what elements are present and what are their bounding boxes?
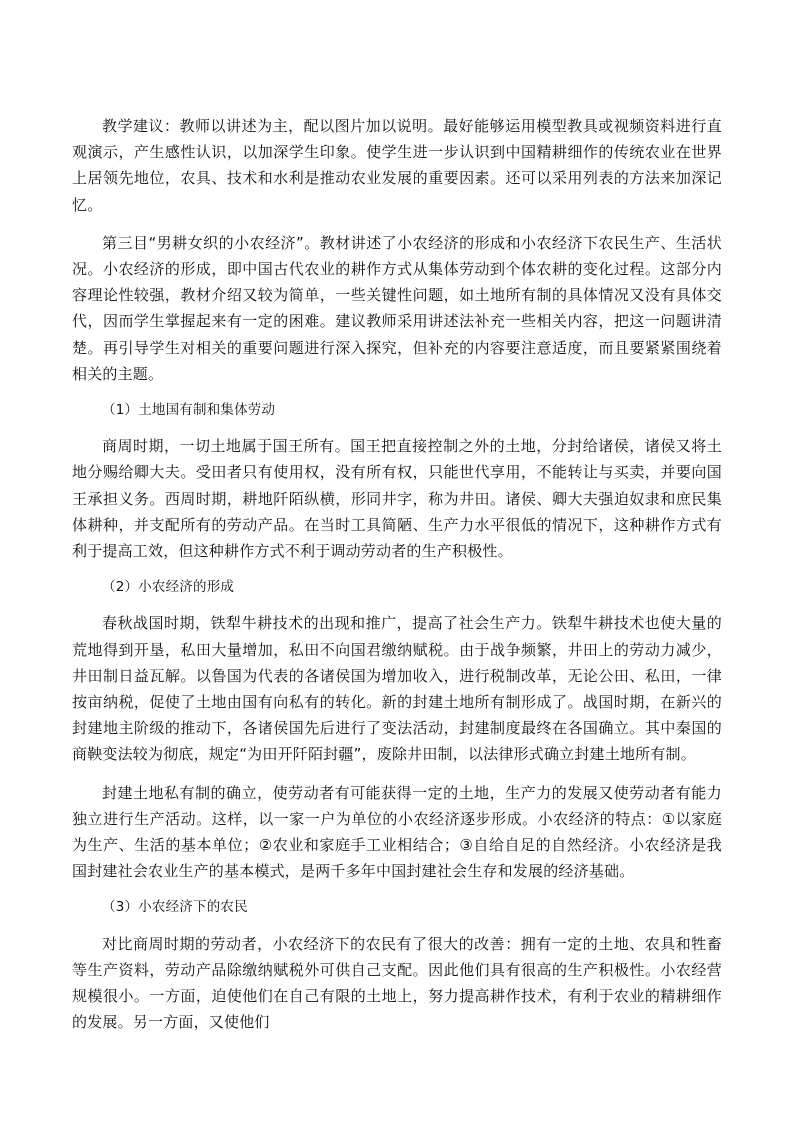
subheading-peasants-under-small-economy: （3）小农经济下的农民 <box>102 899 248 916</box>
paragraph-teaching-suggestion: 教学建议：教师以讲述为主，配以图片加以说明。最好能够运用模型教具或视频资料进行直观演示，产生感性认识，以加深学生印象。使学生进一步认识到中国精耕细作的传统农业在世界上居领先地位，农具、技术和水利是推动农业发展的重要因素。还可以采用列表的方法来加深记忆。 <box>72 117 722 214</box>
paragraph-spacer <box>72 423 722 433</box>
paragraph-spacer <box>72 218 722 230</box>
paragraph-spring-autumn-warring-states: 春秋战国时期，铁犁牛耕技术的出现和推广，提高了社会生产力。铁犁牛耕技术也使大量的荒地得到开垦，私田大量增加，私田不向国君缴纳赋税。由于战争频繁，井田上的劳动力减少，井田制日益瓦解。以鲁国为代表的各诸侯国为增加收入，进行税制改革，无论公田、私田，一律按亩纳税，促使了土地由国有向私有的转化。新的封建土地所有制形成了。战国时期，在新兴的封建地主阶级的推动下，各诸侯国先后进行了变法活动，封建制度最终在各国确立。其中秦国的商鞅变法较为彻底，规定“为田开阡陌封疆”，废除井田制，以法律形式确立封建土地所有制。 <box>72 614 722 764</box>
paragraph-spacer <box>72 564 722 574</box>
paragraph-feudal-private-land: 封建土地私有制的确立，使劳动者有可能获得一定的土地，生产力的发展又使劳动者有能力独立进行生产活动。这样，以一家一户为单位的小农经济逐步形成。小农经济的特点：①以家庭为生产、生活的基本单位；②农业和家庭手工业相结合；③自给自足的自然经济。小农经济是我国封建社会农业生产的基本模式，是两千多年中国封建社会生存和发展的经济基础。 <box>72 783 722 881</box>
paragraph-spacer <box>72 387 722 397</box>
paragraph-spacer <box>72 921 722 931</box>
subheading-land-state-ownership: （1）土地国有制和集体劳动 <box>102 402 276 419</box>
paragraph-spacer <box>72 768 722 780</box>
paragraph-peasant-comparison: 对比商周时期的劳动者，小农经济下的农民有了很大的改善：拥有一定的土地、农具和牲畜等生产资料，劳动产品除缴纳赋税外可供自己支配。因此他们具有很高的生产积极性。小农经营规模很小。一方面，迫使他们在自己有限的土地上，努力提高耕作技术，有利于农业的精耕细作的发展。另一方面，又使他们 <box>72 934 722 1032</box>
paragraph-shang-zhou-land: 商周时期，一切土地属于国王所有。国王把直接控制之外的土地，分封给诸侯，诸侯又将土地分赐给卿大夫。受田者只有使用权，没有所有权，只能世代享用，不能转让与买卖，并要向国王承担义务。西周时期，耕地阡陌纵横，形同井字，称为井田。诸侯、卿大夫强迫奴隶和庶民集体耕种，并支配所有的劳动产品。在当时工具简陋、生产力水平很低的情况下，这种耕作方式有利于提高工效，但这种耕作方式不利于调动劳动者的生产积极性。 <box>72 437 722 561</box>
paragraph-spacer <box>72 600 722 610</box>
paragraph-spacer <box>72 884 722 894</box>
document-body <box>72 113 722 1036</box>
paragraph-section-three-intro: 第三目“男耕女织的小农经济”。教材讲述了小农经济的形成和小农经济下农民生产、生活状况。小农经济的形成，即中国古代农业的耕作方式从集体劳动到个体农耕的变化过程。这部分内容理论性较强，教材介绍又较为简单，一些关键性问题，如土地所有制的具体情况又没有具体交代，因而学生掌握起来有一定的困难。建议教师采用讲述法补充一些相关内容，把这一问题讲清楚。再引导学生对相关的重要问题进行深入探究，但补充的内容要注意适度，而且要紧紧围绕着相关的主题。 <box>72 233 722 383</box>
subheading-small-peasant-formation: （2）小农经济的形成 <box>102 579 235 596</box>
